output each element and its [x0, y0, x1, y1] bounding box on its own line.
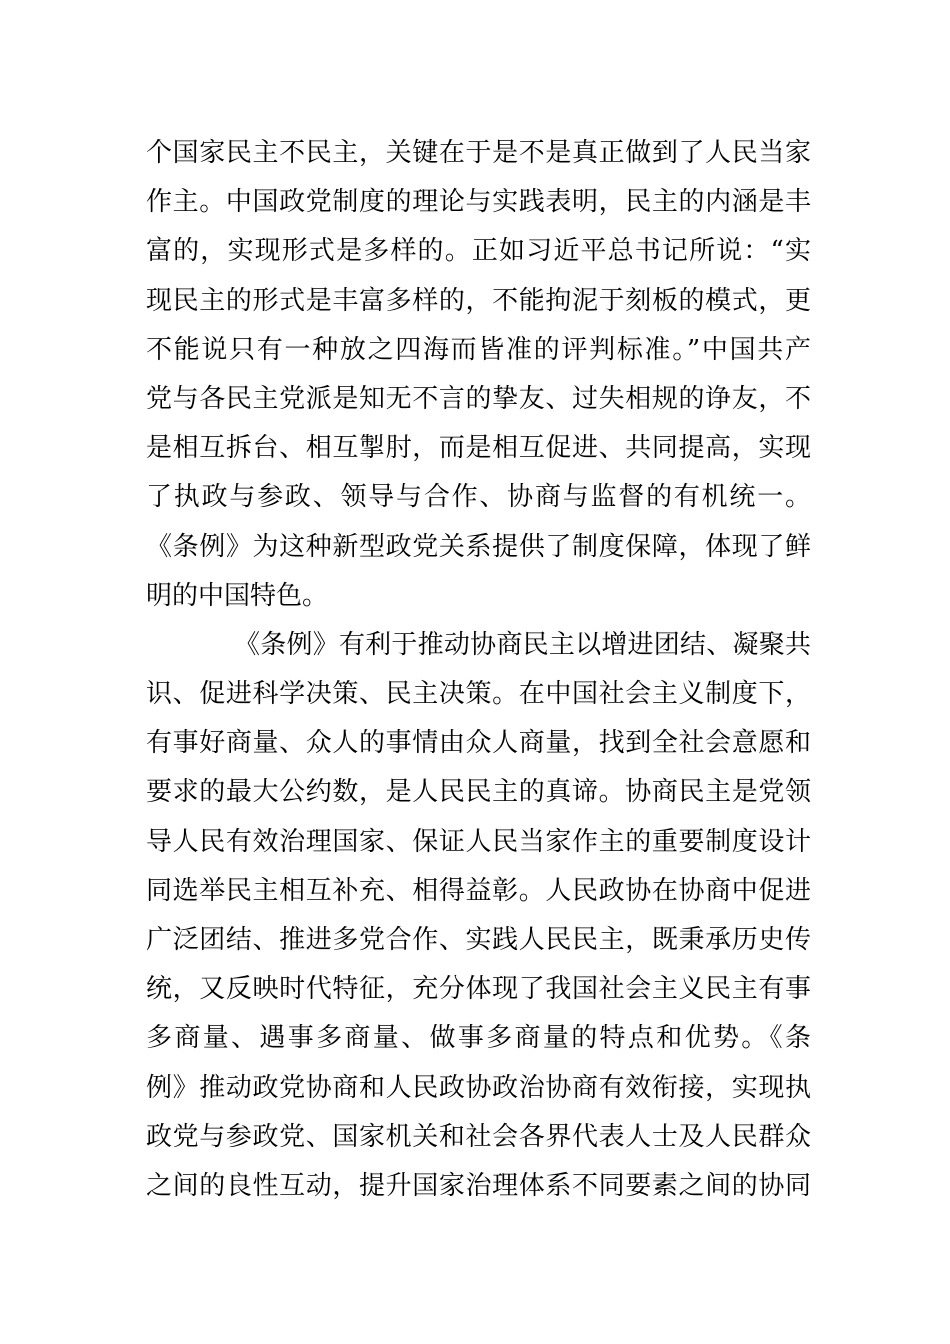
text-line: 政党与参政党、国家机关和社会各界代表人士及人民群众	[146, 1121, 811, 1152]
text-line: 党与各民主党派是知无不言的挚友、过失相规的诤友，不	[146, 383, 811, 414]
text-line: 之间的良性互动，提升国家治理体系不同要素之间的协同	[146, 1170, 811, 1201]
text-line: 不能说只有一种放之四海而皆准的评判标准。”中国共产	[146, 334, 811, 365]
text-line: 例》推动政党协商和人民政协政治协商有效衔接，实现执	[146, 1072, 811, 1103]
text-line: 导人民有效治理国家、保证人民当家作主的重要制度设计	[146, 826, 811, 857]
text-line: 明的中国特色。	[146, 580, 329, 611]
text-line-indented: 《条例》有利于推动协商民主以增进团结、凝聚共	[234, 629, 811, 660]
body-text	[146, 129, 811, 1211]
text-line: 了执政与参政、领导与合作、协商与监督的有机统一。	[146, 482, 811, 513]
text-line: 广泛团结、推进多党合作、实践人民民主，既秉承历史传	[146, 925, 811, 955]
text-line: 识、促进科学决策、民主决策。在中国社会主义制度下，	[146, 679, 811, 710]
text-line: 多商量、遇事多商量、做事多商量的特点和优势。《条	[146, 1023, 811, 1054]
text-line: 个国家民主不民主，关键在于是不是真正做到了人民当家	[146, 138, 811, 168]
text-line: 现民主的形式是丰富多样的，不能拘泥于刻板的模式，更	[146, 285, 811, 316]
text-line: 同选举民主相互补充、相得益彰。人民政协在协商中促进	[146, 875, 811, 906]
paragraph-2	[146, 621, 811, 1211]
text-line: 《条例》为这种新型政党关系提供了制度保障，体现了鲜	[146, 531, 811, 562]
text-line: 作主。中国政党制度的理论与实践表明，民主的内涵是丰	[146, 187, 811, 218]
text-line: 富的，实现形式是多样的。正如习近平总书记所说：“实	[146, 236, 811, 267]
text-line: 统，又反映时代特征，充分体现了我国社会主义民主有事	[146, 974, 811, 1005]
text-line: 是相互拆台、相互掣肘，而是相互促进、共同提高，实现	[146, 433, 811, 464]
paragraph-1	[146, 129, 811, 621]
text-line: 要求的最大公约数，是人民民主的真谛。协商民主是党领	[146, 777, 811, 808]
text-line: 有事好商量、众人的事情由众人商量，找到全社会意愿和	[146, 728, 811, 759]
